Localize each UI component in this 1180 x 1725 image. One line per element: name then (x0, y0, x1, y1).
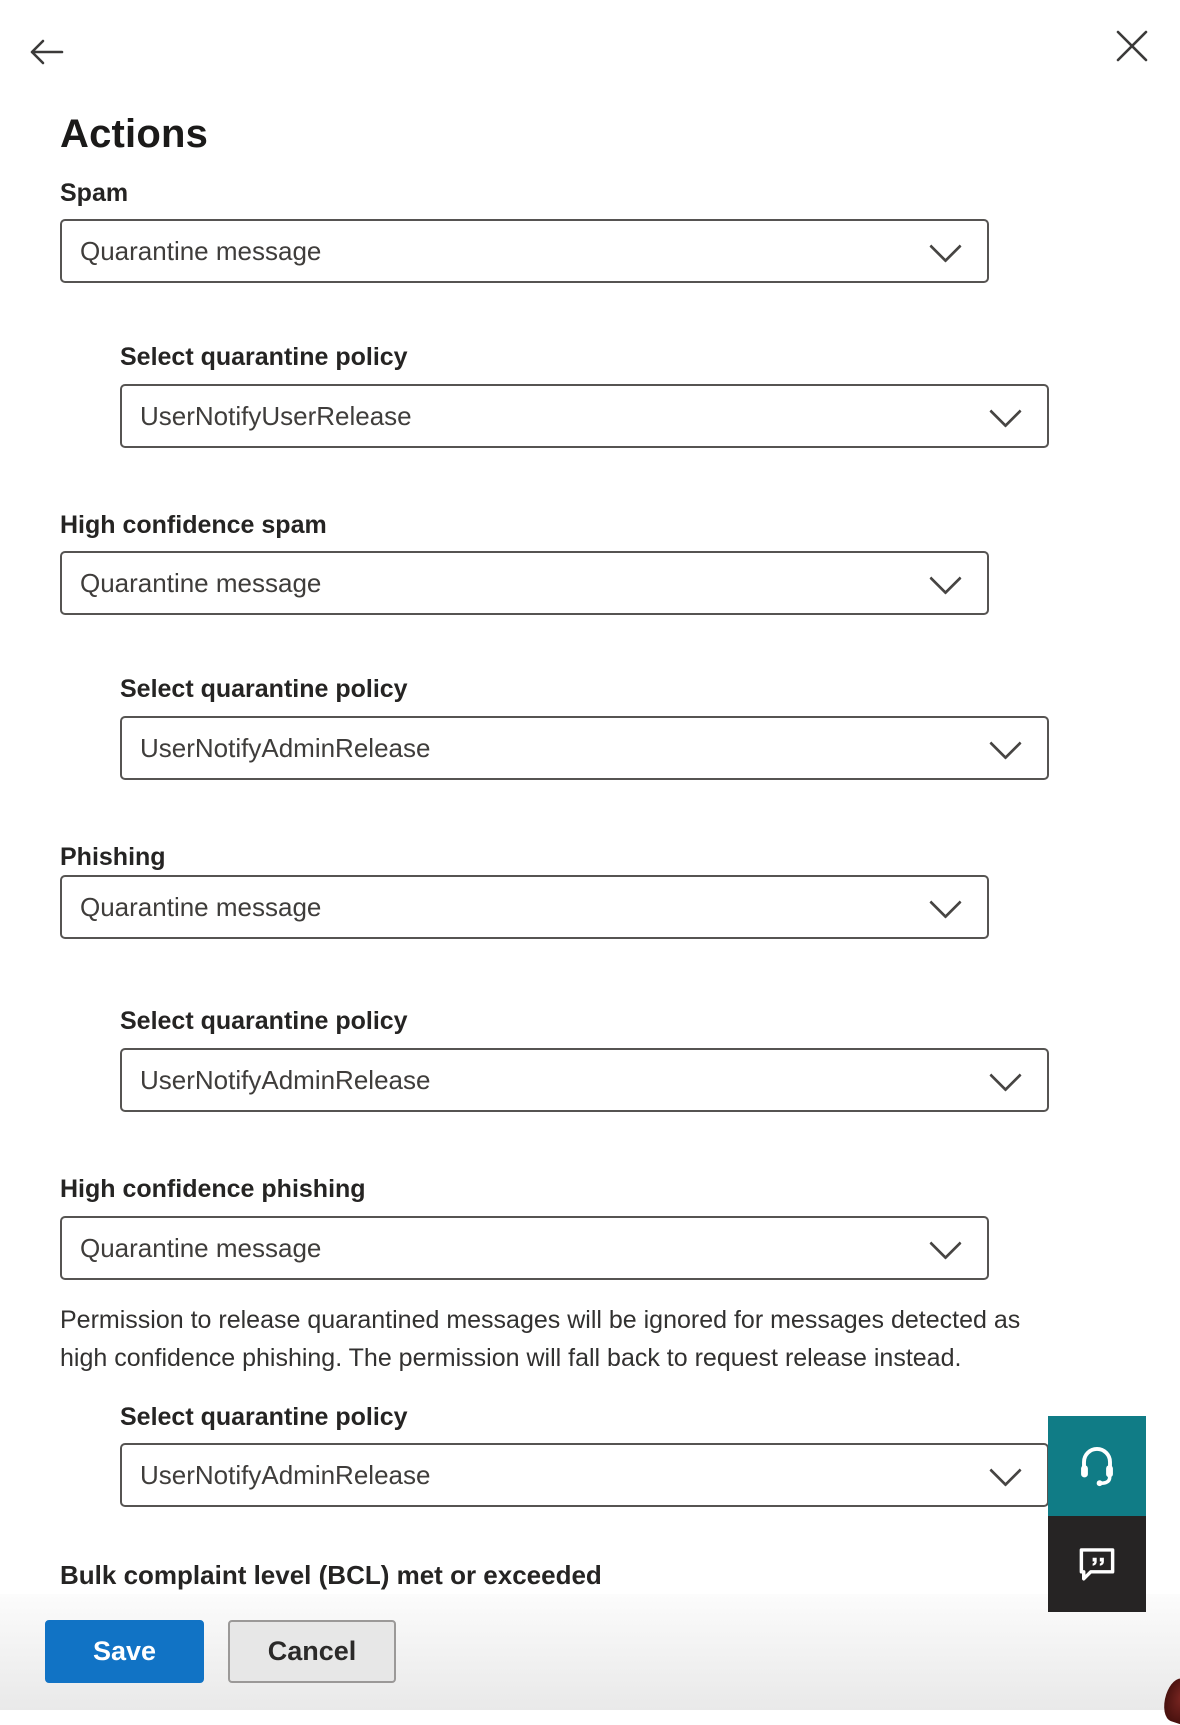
page-title: Actions (60, 112, 209, 156)
chevron-down-icon (989, 727, 1022, 760)
high-confidence-spam-action-value: Quarantine message (80, 567, 322, 598)
phishing-policy-label: Select quarantine policy (120, 1007, 408, 1035)
chevron-down-icon (989, 1059, 1022, 1092)
feedback-button[interactable] (1048, 1516, 1146, 1612)
bulk-complaint-level-label: Bulk complaint level (BCL) met or exceeded (60, 1560, 602, 1590)
spam-policy-value: UserNotifyUserRelease (140, 400, 412, 431)
high-confidence-phishing-note: Permission to release quarantined messages will be ignored for messages detected as high confidence phishing. The permission will fall back to request release instead. (60, 1306, 1021, 1372)
save-button[interactable]: Save (45, 1620, 204, 1683)
feedback-speech-bubble-icon (1072, 1539, 1122, 1589)
headset-icon (1071, 1440, 1123, 1492)
high-confidence-phishing-policy-label: Select quarantine policy (120, 1403, 408, 1431)
chevron-down-icon (929, 562, 962, 595)
phishing-action-dropdown[interactable] (60, 875, 989, 939)
high-confidence-phishing-policy-dropdown[interactable] (120, 1443, 1049, 1507)
high-confidence-phishing-policy-value: UserNotifyAdminRelease (140, 1459, 431, 1490)
phishing-label: Phishing (60, 843, 166, 871)
help-button[interactable] (1048, 1416, 1146, 1516)
spam-policy-dropdown[interactable] (120, 384, 1049, 448)
high-confidence-spam-action-dropdown[interactable] (60, 551, 989, 615)
high-confidence-spam-policy-value: UserNotifyAdminRelease (140, 732, 431, 763)
high-confidence-spam-label: High confidence spam (60, 511, 327, 539)
close-button[interactable] (1110, 24, 1154, 68)
spam-policy-label: Select quarantine policy (120, 343, 408, 371)
high-confidence-spam-policy-dropdown[interactable] (120, 716, 1049, 780)
high-confidence-phishing-action-dropdown[interactable] (60, 1216, 989, 1280)
spam-action-value: Quarantine message (80, 235, 322, 266)
phishing-policy-value: UserNotifyAdminRelease (140, 1064, 431, 1095)
back-arrow-icon (24, 32, 68, 72)
chevron-down-icon (929, 230, 962, 263)
spam-label: Spam (60, 179, 129, 207)
cancel-button[interactable]: Cancel (228, 1620, 396, 1683)
back-button[interactable] (24, 32, 68, 72)
high-confidence-phishing-action-value: Quarantine message (80, 1232, 322, 1263)
spam-action-dropdown[interactable] (60, 219, 989, 283)
chevron-down-icon (929, 886, 962, 919)
close-icon (1110, 24, 1154, 68)
chevron-down-icon (989, 1454, 1022, 1487)
bulk-complaint-level-section (60, 1560, 960, 1597)
chevron-down-icon (929, 1227, 962, 1260)
phishing-action-value: Quarantine message (80, 891, 322, 922)
chevron-down-icon (989, 395, 1022, 428)
phishing-policy-dropdown[interactable] (120, 1048, 1049, 1112)
high-confidence-phishing-label: High confidence phishing (60, 1175, 366, 1203)
high-confidence-spam-policy-label: Select quarantine policy (120, 675, 408, 703)
